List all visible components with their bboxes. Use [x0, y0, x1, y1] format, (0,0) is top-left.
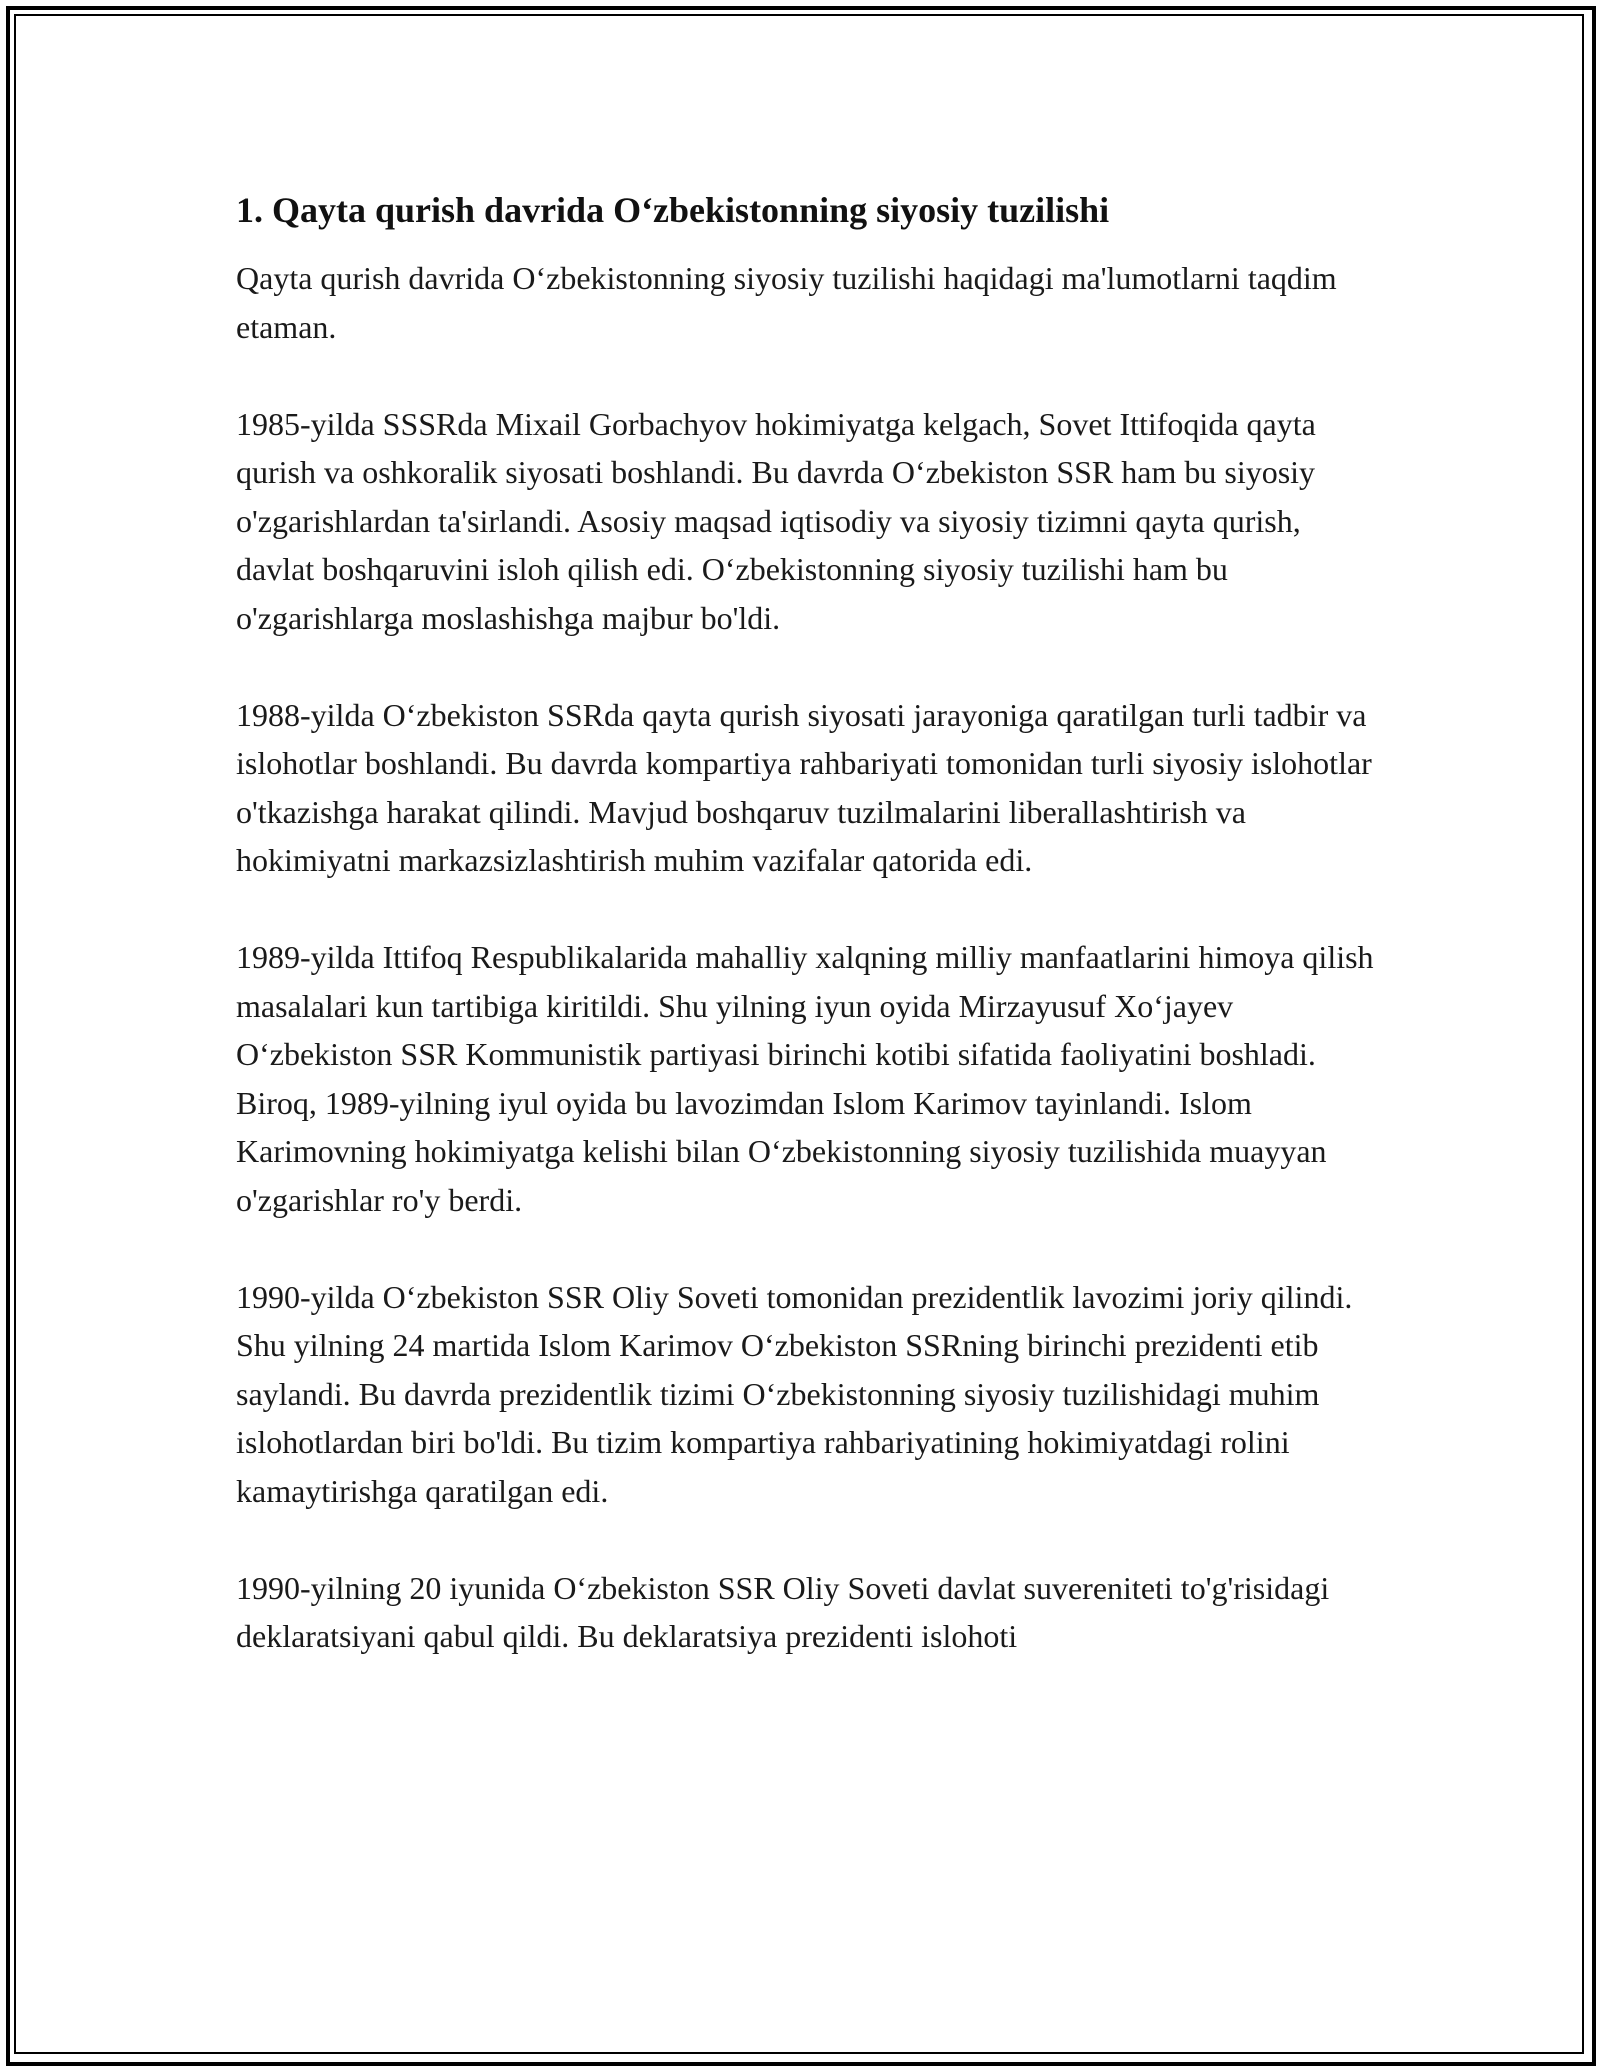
paragraph-1990-declaration: 1990-yilning 20 iyunida O‘zbekiston SSR Oliy Soveti davlat suvereniteti to'g'risidagi deklaratsiyani qabul qildi. Bu deklaratsiya prezidenti islohoti	[236, 1569, 1330, 1654]
paragraph-intro: Qayta qurish davrida O‘zbekistonning siyosiy tuzilishi haqidagi ma'lumotlarni taqdim etaman.	[236, 260, 1337, 345]
document-body	[236, 186, 1386, 1709]
paragraph-1989: 1989-yilda Ittifoq Respublikalarida mahalliy xalqning milliy manfaatlarini himoya qilish masalalari kun tartibiga kiritildi. Shu yilning iyun oyida Mirzayusuf Xo‘jayev O‘zbekiston SSR Kommunistik partiyasi birinchi kotibi sifatida faoliyatini boshladi. Biroq, 1989-yilning iyul oyida bu lavozimdan Islom Karimov tayinlandi. Islom Karimovning hokimiyatga kelishi bilan O‘zbekistonning siyosiy tuzilishida muayyan o'zgarishlar ro'y berdi.	[236, 939, 1374, 1218]
document-title: 1. Qayta qurish davrida O‘zbekistonning siyosiy tuzilishi	[236, 190, 1110, 230]
paragraph-1985: 1985-yilda SSSRda Mixail Gorbachyov hokimiyatga kelgach, Sovet Ittifoqida qayta qurish va oshkoralik siyosati boshlandi. Bu davrda O‘zbekiston SSR ham bu siyosiy o'zgarishlardan ta'sirlandi. Asosiy maqsad iqtisodiy va siyosiy tizimni qayta qurish, davlat boshqaruvini isloh qilish edi. O‘zbekistonning siyosiy tuzilishi ham bu o'zgarishlarga moslashishga majbur bo'ldi.	[236, 405, 1316, 636]
paragraph-1988: 1988-yilda O‘zbekiston SSRda qayta qurish siyosati jarayoniga qaratilgan turli tadbir va islohotlar boshlandi. Bu davrda kompartiya rahbariyati tomonidan turli siyosiy islohotlar o'tkazishga harakat qilindi. Mavjud boshqaruv tuzilmalarini liberallashtirish va hokimiyatni markazsizlashtirish muhim vazifalar qatorida edi.	[236, 696, 1372, 878]
paragraph-1990-president: 1990-yilda O‘zbekiston SSR Oliy Soveti tomonidan prezidentlik lavozimi joriy qilindi. Shu yilning 24 martida Islom Karimov O‘zbekiston SSRning birinchi prezidenti etib saylandi. Bu davrda prezidentlik tizimi O‘zbekistonning siyosiy tuzilishidagi muhim islohotlardan biri bo'ldi. Bu tizim kompartiya rahbariyatining hokimiyatdagi rolini kamaytirishga qaratilgan edi.	[236, 1278, 1353, 1509]
